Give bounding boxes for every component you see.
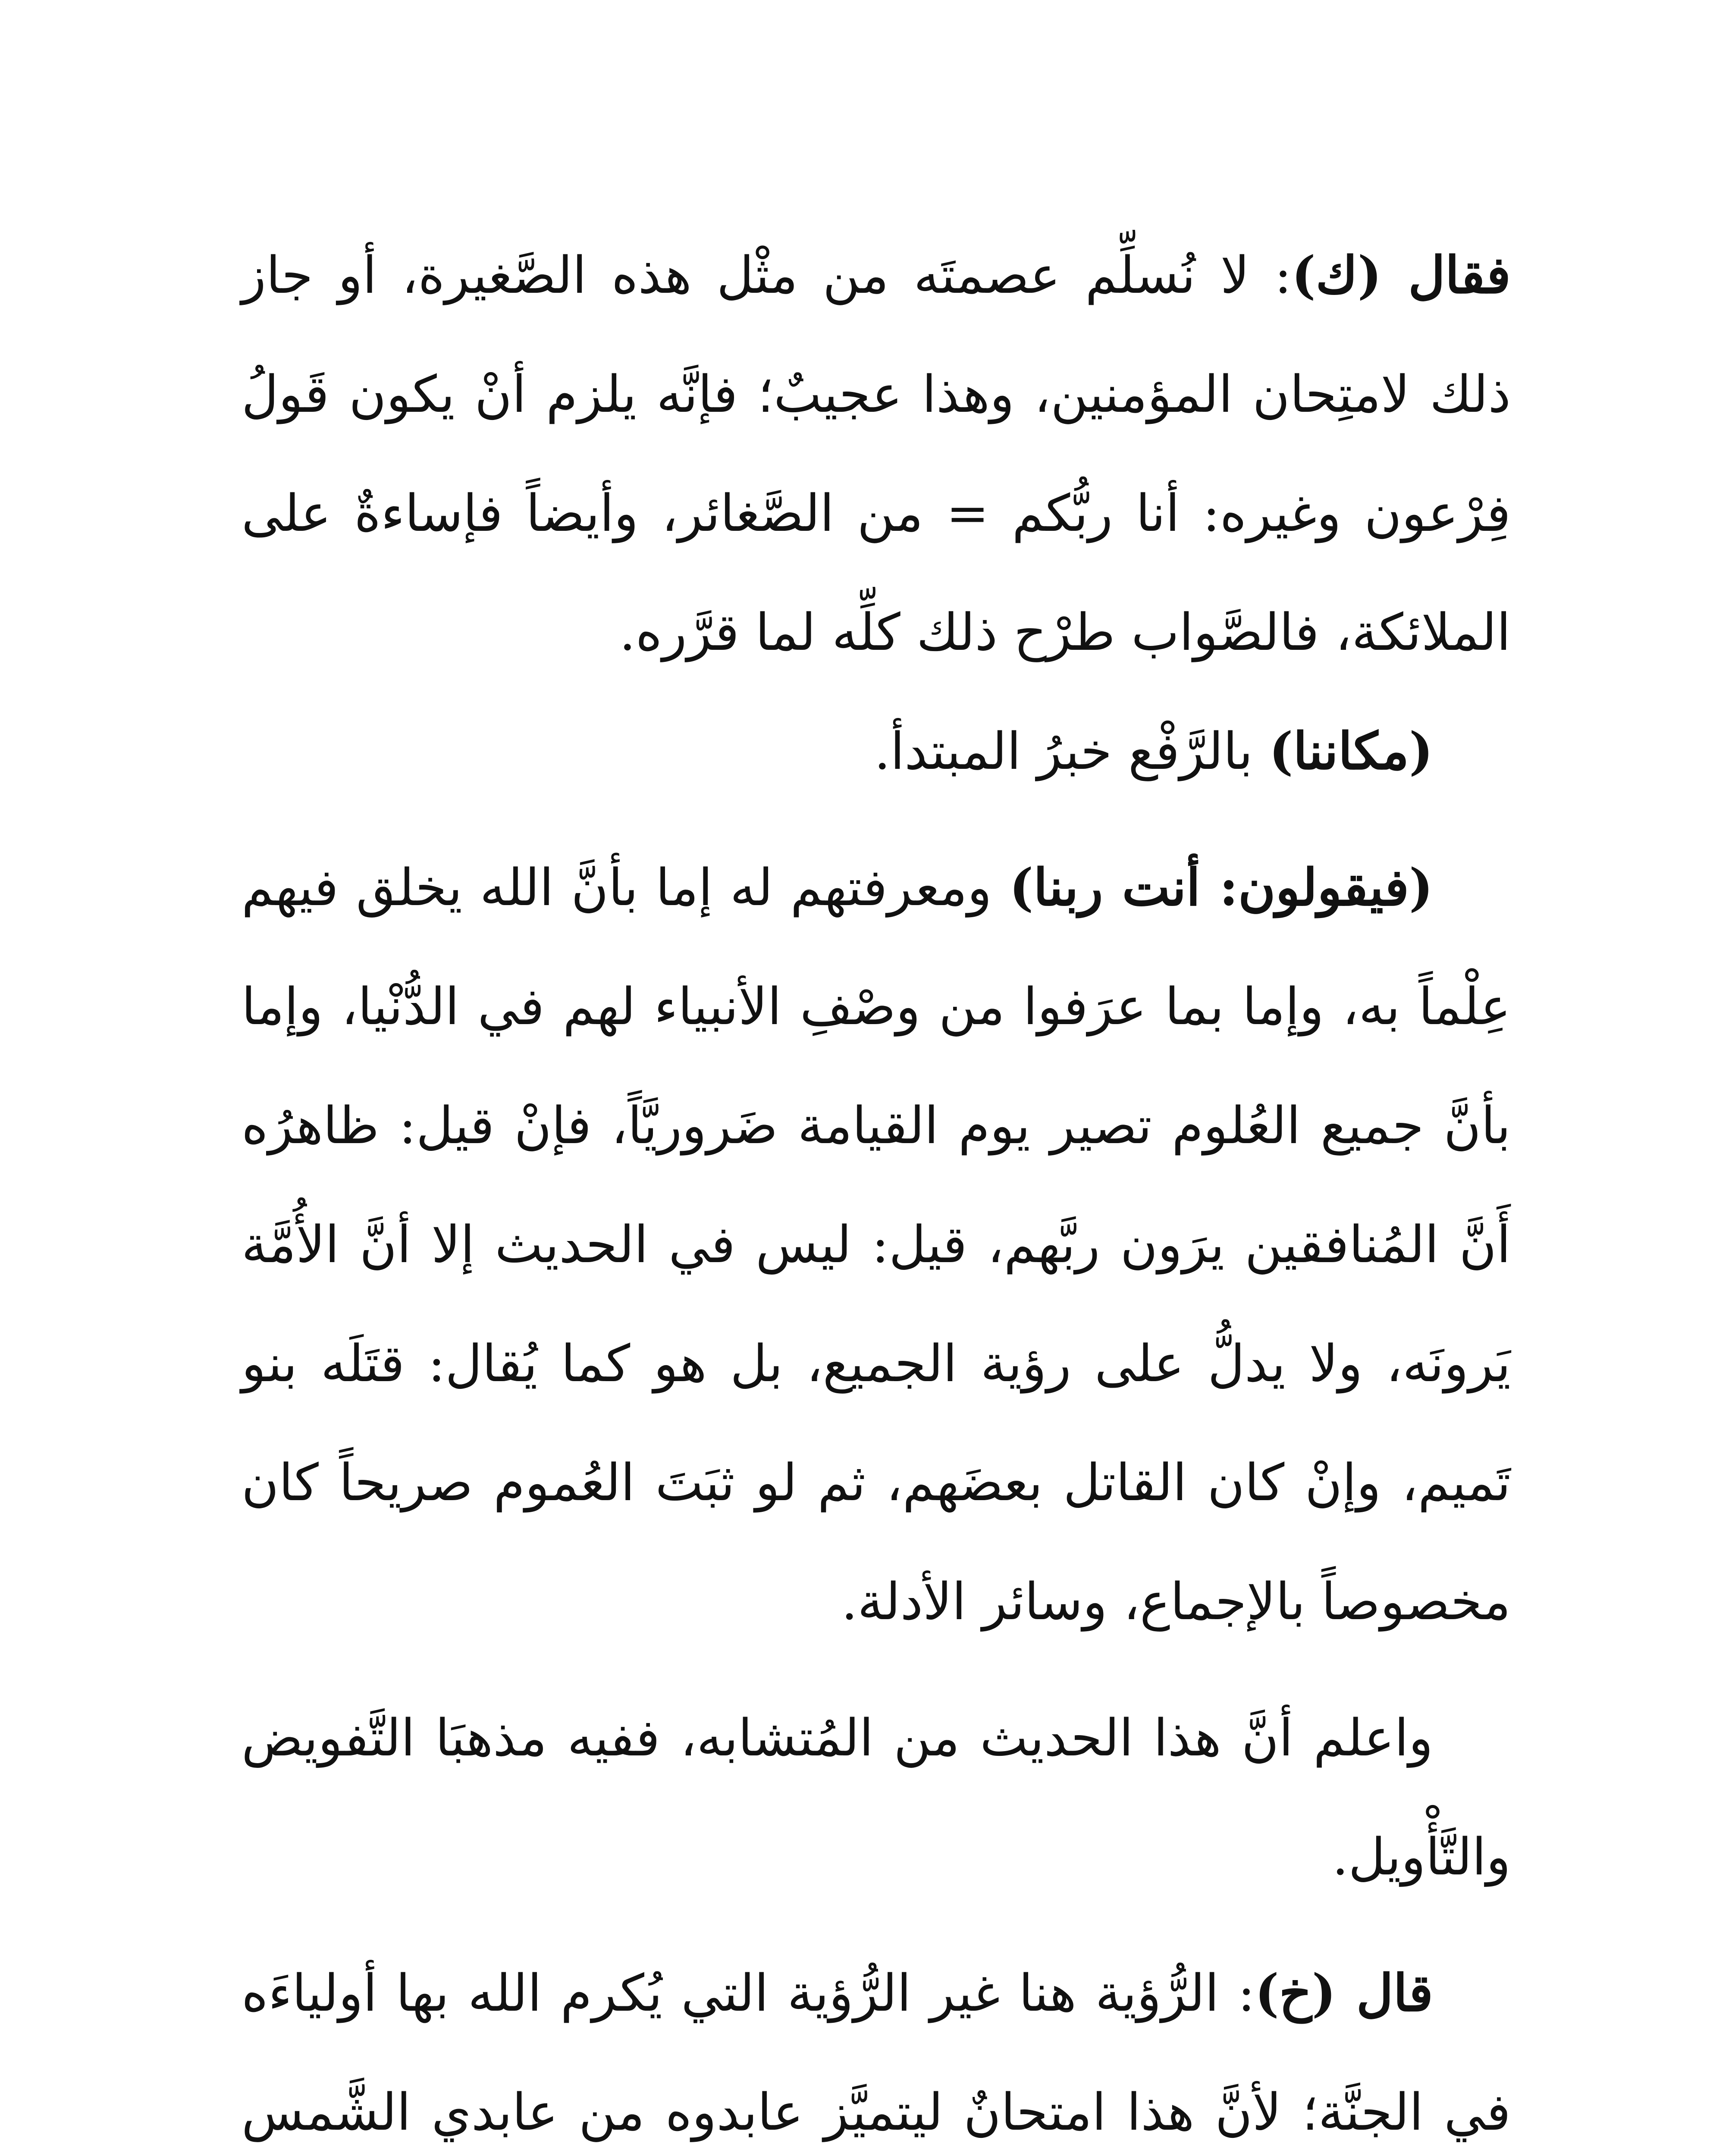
paragraph-lead: فقال (ك): [1291, 245, 1511, 305]
paragraph-1: [242, 216, 1511, 692]
paragraph-5: [242, 1934, 1511, 2156]
paragraph-lead: (فيقولون: أنت ربنا): [1009, 857, 1434, 917]
body-text: [242, 216, 1511, 2156]
paragraph-text: : لا نُسلِّم عصمتَه من مثْل هذه الصَّغيرة، أو جاز ذلك لامتِحان المؤمنين، وهذا عجيبٌ؛ فإنَّه يلزم أنْ يكون قَولُ فِرْعون وغيره: أنا ربُّكم = من الصَّغائر، وأيضاً فإساءةٌ على الملائكة، فالصَّواب طرْح ذلك كلِّه لما قرَّره.: [242, 245, 1511, 662]
paragraph-text: واعلم أنَّ هذا الحديث من المُتشابه، ففيه مذهبَا التَّفويض والتَّأْويل.: [242, 1708, 1511, 1887]
paragraph-3: [242, 828, 1511, 1661]
paragraph-lead: قال (خ): [1255, 1963, 1433, 2023]
paragraph-2: [242, 692, 1511, 811]
paragraph-text: : الرُّؤية هنا غير الرُّؤية التي يُكرم الله بها أولياءَه في الجنَّة؛ لأنَّ هذا امتحانٌ ليتميَّز عابدوه من عابدي الشَّمس: [242, 1963, 1511, 2142]
paragraph-lead: (مكاننا): [1269, 721, 1433, 781]
paragraph-text: بالرَّفْع خبرُ المبتدأ.: [874, 721, 1269, 781]
paragraph-4: [242, 1678, 1511, 1916]
paragraph-text: ومعرفتهم له إما بأنَّ الله يخلق فيهم عِلْماً به، وإما بما عرَفوا من وصْفِ الأنبياء لهم في الدُّنْيا، وإما بأنَّ جميع العُلوم تصير يوم القيامة ضَروريَّاً، فإنْ قيل: ظاهرُه أَنَّ المُنافقين يرَون ربَّهم، قيل: ليس في الحديث إلا أنَّ الأُمَّة يَرونَه، ولا يدلُّ على رؤية الجميع، بل هو كما يُقال: قتَلَه بنو تَميم، وإنْ كان القاتل بعضَهم، ثم لو ثبَتَ العُموم صريحاً كان مخصوصاً بالإجماع، وسائر الأدلة.: [242, 858, 1511, 1631]
